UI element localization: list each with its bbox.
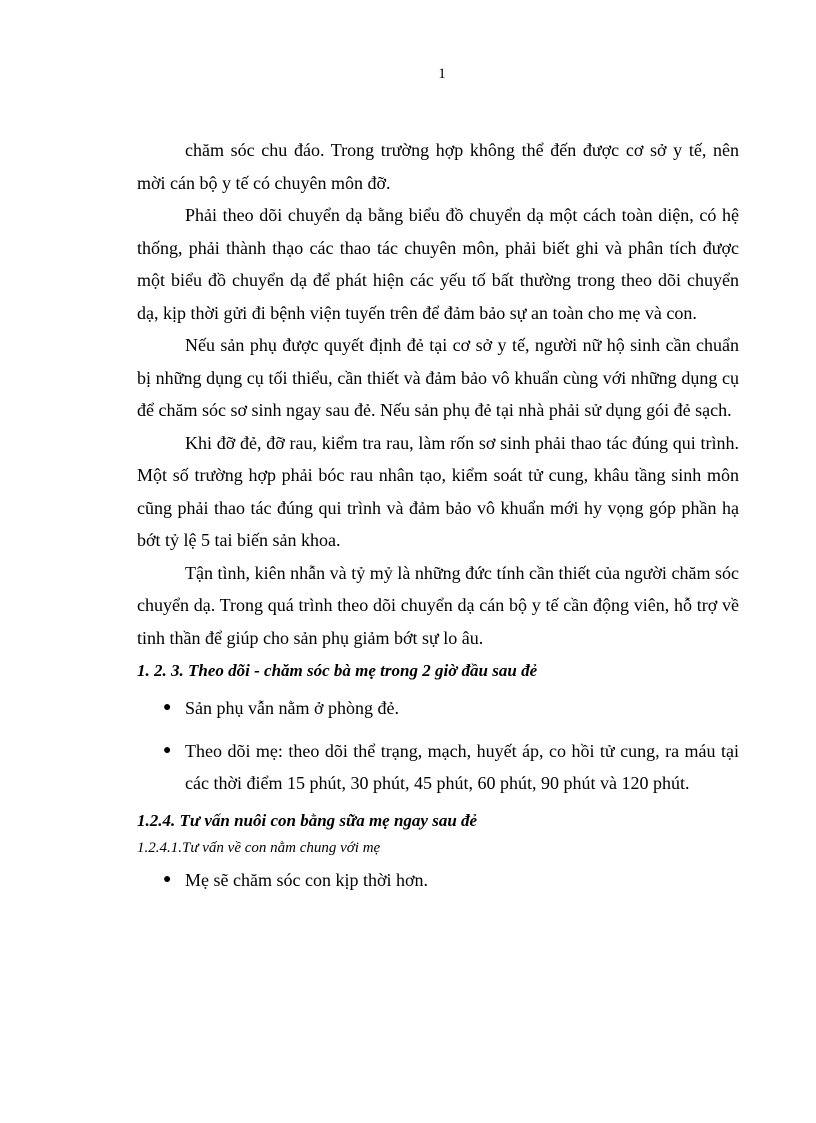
paragraph: chăm sóc chu đáo. Trong trường hợp không thể đến được cơ sở y tế, nên mời cán bộ y tế có chuyên môn đỡ. (137, 140, 739, 193)
page-number: 1 (438, 66, 446, 82)
list-item (137, 735, 739, 800)
list-item-text: Theo dõi mẹ: theo dõi thể trạng, mạch, huyết áp, co hồi tử cung, ra máu tại các thời điểm 15 phút, 30 phút, 45 phút, 60 phút, 90 phút và 120 phút. (185, 740, 739, 793)
subsection-heading: 1.2.4.1.Tư vấn về con nằm chung với mẹ (137, 839, 381, 856)
list-item-text: Sản phụ vẫn nằm ở phòng đẻ. (185, 698, 399, 718)
bullet-icon: ● (163, 871, 172, 887)
bullet-list (137, 692, 739, 800)
paragraph: Khi đỡ đẻ, đỡ rau, kiểm tra rau, làm rốn sơ sinh phải thao tác đúng qui trình. Một số trường hợp phải bóc rau nhân tạo, kiểm soát tử cung, khâu tầng sinh môn cũng phải thao tác đúng qui trình và đảm bảo vô khuẩn mới hy vọng góp phần hạ bớt tỷ lệ 5 tai biến sản khoa. (137, 432, 739, 550)
section-heading: 1.2.4. Tư vấn nuôi con bằng sữa mẹ ngay sau đẻ (137, 810, 478, 830)
bullet-list (137, 864, 739, 897)
list-item-text: Mẹ sẽ chăm sóc con kịp thời hơn. (185, 869, 428, 890)
paragraph: Tận tình, kiên nhẫn và tỷ mỷ là những đức tính cần thiết của người chăm sóc chuyển dạ. Trong quá trình theo dõi chuyển dạ cán bộ y tế cần động viên, hỗ trợ về tinh thần để giúp cho sản phụ giảm bớt sự lo âu. (137, 562, 739, 648)
bullet-icon: ● (163, 742, 172, 758)
bullet-icon: ● (163, 700, 172, 715)
document-body (137, 134, 739, 896)
list-item (137, 864, 739, 897)
paragraph: Nếu sản phụ được quyết định đẻ tại cơ sở y tế, người nữ hộ sinh cần chuẩn bị những dụng cụ tối thiểu, cần thiết và đảm bảo vô khuẩn cùng với những dụng cụ để chăm sóc sơ sinh ngay sau đẻ. Nếu sản phụ đẻ tại nhà phải sử dụng gói đẻ sạch. (137, 335, 739, 420)
paragraph: Phải theo dõi chuyển dạ bằng biểu đồ chuyển dạ một cách toàn diện, có hệ thống, phải thành thạo các thao tác chuyên môn, phải biết ghi và phân tích được một biểu đồ chuyển dạ để phát hiện các yếu tố bất thường trong theo dõi chuyển dạ, kịp thời gửi đi bệnh viện tuyến trên để đảm bảo sự an toàn cho mẹ và con. (137, 205, 739, 323)
section-heading: 1. 2. 3. Theo dõi - chăm sóc bà mẹ trong 2 giờ đầu sau đẻ (137, 661, 538, 680)
list-item (137, 692, 739, 725)
